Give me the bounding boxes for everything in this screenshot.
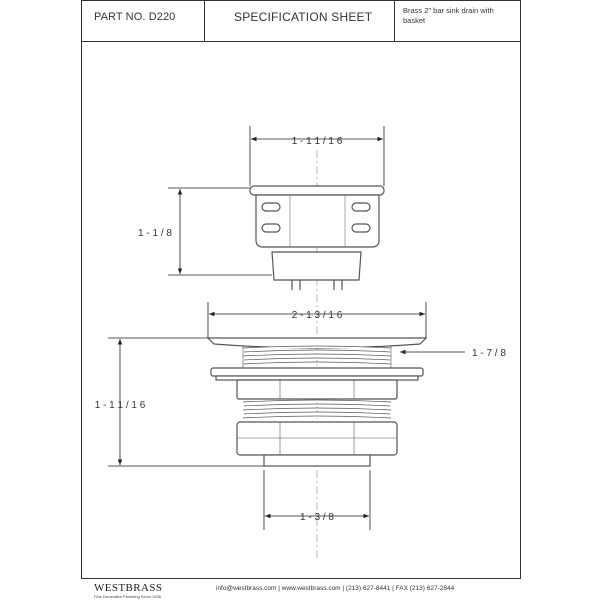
dim-thread-diameter: 1 - 7 / 8 (472, 348, 506, 359)
product-description: Brass 2" bar sink drain with basket (403, 6, 494, 25)
contact-line: info@westbrass.com | www.westbrass.com | (213) 627-8441 | FAX (213) 627-2844 (216, 585, 455, 592)
dim-basket-height: 1 - 1 / 8 (138, 228, 172, 239)
brand-tagline: Fine Decorative Plumbing Since 1936 (94, 594, 161, 599)
dim-tailpiece-width: 1 - 3 / 8 (300, 512, 334, 523)
dim-basket-width: 1 - 1 1 / 1 6 (291, 136, 343, 147)
part-label: PART NO. (94, 11, 146, 23)
dim-flange-width: 2 - 1 3 / 1 6 (291, 310, 343, 321)
sheet-frame (82, 1, 521, 579)
part-number-value: D220 (148, 11, 176, 23)
brand-logo: WESTBRASS (94, 582, 163, 594)
part-number (94, 11, 175, 23)
dim-body-height: 1 - 1 1 / 1 6 (94, 400, 146, 411)
drain-body-drawing (208, 338, 426, 466)
sheet-title: SPECIFICATION SHEET (234, 10, 373, 24)
